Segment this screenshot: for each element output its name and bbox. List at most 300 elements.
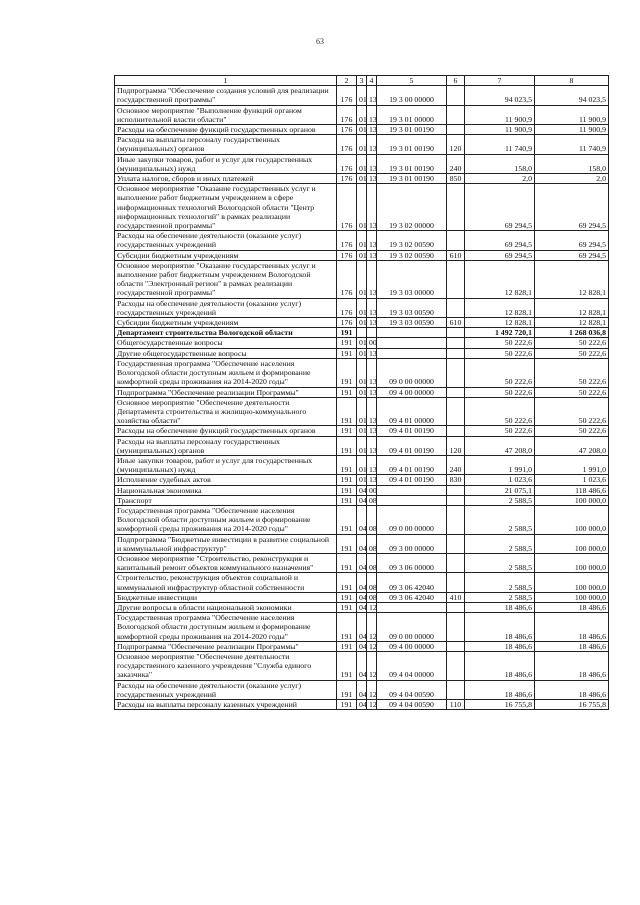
cell-gr: 176 [337,318,357,328]
cell-gr: 191 [337,613,357,642]
cell-year2: 69 294,5 [535,231,609,250]
cell-cs: 09 4 00 00000 [377,387,447,397]
cell-name: Государственная программа "Обеспечение населения Вологодской области доступным жильем и формирование комфортной среды проживания на 2014-2020 годы" [115,505,337,534]
cell-cs: 09 4 01 00190 [377,455,447,474]
cell-rz: 01 [357,174,367,184]
cell-cs: 09 3 06 42040 [377,573,447,592]
cell-year2: 50 222,6 [535,387,609,397]
table-row [115,573,609,592]
cell-year2: 69 294,5 [535,184,609,231]
cell-year2: 100 000,0 [535,505,609,534]
cell-cs [377,348,447,358]
cell-year2: 100 000,0 [535,553,609,572]
table-row [115,348,609,358]
table-row [115,651,609,680]
header-cell-vr: 6 [447,76,465,86]
cell-cs [377,338,447,348]
cell-rz: 01 [357,86,367,105]
cell-gr: 191 [337,397,357,426]
cell-rz: 04 [357,613,367,642]
cell-cs: 09 4 01 00190 [377,475,447,485]
cell-pr: 12 [367,680,377,699]
cell-vr [447,505,465,534]
cell-name: Уплата налогов, сборов и иных платежей [115,174,337,184]
cell-vr [447,641,465,651]
header-cell-rz: 3 [357,76,367,86]
cell-pr: 12 [367,700,377,710]
cell-year2: 18 486,6 [535,613,609,642]
cell-rz: 01 [357,348,367,358]
table-row [115,387,609,397]
cell-year1: 16 755,8 [465,700,535,710]
cell-vr [447,125,465,135]
cell-cs: 09 3 00 00000 [377,534,447,553]
cell-vr [447,231,465,250]
header-cell-gr: 2 [337,76,357,86]
table-row [115,485,609,495]
cell-cs [377,495,447,505]
table-row [115,592,609,602]
cell-year2: 69 294,5 [535,250,609,260]
cell-rz: 01 [357,184,367,231]
cell-pr: 13 [367,231,377,250]
cell-rz: 01 [357,105,367,124]
cell-vr [447,328,465,338]
header-cell-year1: 7 [465,76,535,86]
cell-pr: 13 [367,298,377,317]
cell-name: Расходы на обеспечение деятельности (оказание услуг) государственных учреждений [115,680,337,699]
table-row [115,553,609,572]
cell-year2: 50 222,6 [535,397,609,426]
cell-name: Строительство, реконструкция объектов социальной и коммунальной инфраструктур областной собственности [115,573,337,592]
cell-gr: 191 [337,495,357,505]
cell-year2: 18 486,6 [535,680,609,699]
cell-year2: 118 486,6 [535,485,609,495]
table-row [115,426,609,436]
cell-rz: 01 [357,154,367,173]
cell-gr: 191 [337,641,357,651]
cell-rz [357,328,367,338]
header-row [115,76,609,86]
table-row [115,135,609,154]
cell-year1: 11 900,9 [465,125,535,135]
cell-vr [447,338,465,348]
cell-year2: 11 740,9 [535,135,609,154]
cell-gr: 191 [337,602,357,612]
cell-gr: 191 [337,426,357,436]
cell-rz: 01 [357,260,367,298]
cell-year2: 94 023,5 [535,86,609,105]
cell-name: Расходы на выплаты персоналу государственных (муниципальных) органов [115,436,337,455]
cell-vr [447,534,465,553]
cell-vr [447,426,465,436]
cell-year2: 158,0 [535,154,609,173]
cell-year1: 18 486,6 [465,651,535,680]
table-row [115,436,609,455]
cell-name: Расходы на выплаты персоналу государственных (муниципальных) органов [115,135,337,154]
cell-rz: 04 [357,573,367,592]
cell-vr [447,613,465,642]
cell-cs: 19 3 03 00000 [377,260,447,298]
cell-year1: 2,0 [465,174,535,184]
cell-cs: 09 3 06 42040 [377,592,447,602]
cell-gr: 191 [337,505,357,534]
cell-pr: 13 [367,397,377,426]
cell-cs: 09 3 06 00000 [377,553,447,572]
cell-pr: 13 [367,387,377,397]
cell-name: Расходы на выплаты персоналу казенных учреждений [115,700,337,710]
cell-year1: 18 486,6 [465,641,535,651]
table-row [115,174,609,184]
cell-year1: 12 828,1 [465,260,535,298]
cell-cs: 19 3 03 00590 [377,318,447,328]
page-number: 63 [316,37,324,46]
cell-vr [447,397,465,426]
cell-name: Иные закупки товаров, работ и услуг для государственных (муниципальных) нужд [115,154,337,173]
cell-name: Расходы на обеспечение функций государственных органов [115,125,337,135]
cell-vr [447,387,465,397]
cell-gr: 191 [337,534,357,553]
cell-year1: 2 588,5 [465,573,535,592]
cell-name: Расходы на обеспечение функций государственных органов [115,426,337,436]
cell-rz: 04 [357,495,367,505]
cell-year1: 50 222,6 [465,397,535,426]
cell-gr: 191 [337,436,357,455]
cell-vr [447,651,465,680]
cell-year1: 18 486,6 [465,602,535,612]
cell-name: Подпрограмма "Обеспечение реализации Программы" [115,387,337,397]
cell-vr [447,680,465,699]
cell-name: Подпрограмма "Обеспечение реализации Программы" [115,641,337,651]
table-row [115,455,609,474]
cell-name: Национальная экономика [115,485,337,495]
header-cell-year2: 8 [535,76,609,86]
header-cell-pr: 4 [367,76,377,86]
cell-rz: 01 [357,125,367,135]
cell-rz: 01 [357,318,367,328]
cell-vr: 240 [447,154,465,173]
cell-rz: 04 [357,700,367,710]
cell-year2: 100 000,0 [535,495,609,505]
cell-name: Государственная программа "Обеспечение населения Вологодской области доступным жильем и формирование комфортной среды проживания на 2014-2020 годы" [115,358,337,387]
cell-year1: 12 828,1 [465,298,535,317]
cell-name: Транспорт [115,495,337,505]
cell-name: Основное мероприятие "Обеспечение деятельности Департамента строительства и жилищно-коммунального хозяйства области" [115,397,337,426]
cell-rz: 04 [357,651,367,680]
cell-gr: 191 [337,338,357,348]
cell-gr: 191 [337,358,357,387]
cell-vr: 610 [447,318,465,328]
cell-year1: 1 023,6 [465,475,535,485]
cell-name: Другие общегосударственные вопросы [115,348,337,358]
cell-gr: 176 [337,184,357,231]
cell-year2: 18 486,6 [535,602,609,612]
cell-gr: 176 [337,174,357,184]
cell-pr [367,328,377,338]
cell-name: Основное мероприятие "Строительство, реконструкция и капитальный ремонт объектов коммунального назначения" [115,553,337,572]
cell-cs: 19 3 01 00190 [377,174,447,184]
table-row [115,700,609,710]
cell-vr: 110 [447,700,465,710]
cell-year2: 11 900,9 [535,125,609,135]
cell-vr [447,485,465,495]
cell-vr [447,298,465,317]
cell-gr: 191 [337,553,357,572]
cell-rz: 01 [357,455,367,474]
cell-rz: 04 [357,680,367,699]
cell-pr: 13 [367,154,377,173]
cell-year1: 12 828,1 [465,318,535,328]
cell-cs: 19 3 02 00000 [377,184,447,231]
table-row [115,125,609,135]
cell-cs: 19 3 01 00190 [377,154,447,173]
cell-year2: 18 486,6 [535,641,609,651]
cell-vr [447,495,465,505]
cell-gr: 176 [337,125,357,135]
cell-year1: 50 222,6 [465,426,535,436]
cell-pr: 12 [367,613,377,642]
cell-rz: 04 [357,485,367,495]
cell-year2: 11 900,9 [535,105,609,124]
cell-year1: 94 023,5 [465,86,535,105]
cell-gr: 191 [337,573,357,592]
cell-pr: 13 [367,174,377,184]
cell-pr: 00 [367,338,377,348]
cell-rz: 01 [357,387,367,397]
table-row [115,358,609,387]
cell-rz: 04 [357,592,367,602]
cell-year1: 50 222,6 [465,358,535,387]
cell-cs: 19 3 03 00590 [377,298,447,317]
cell-year2: 100 000,0 [535,592,609,602]
cell-vr [447,573,465,592]
cell-gr: 176 [337,231,357,250]
table-row [115,641,609,651]
header-cell-cs: 5 [377,76,447,86]
cell-gr: 191 [337,387,357,397]
cell-year2: 50 222,6 [535,338,609,348]
cell-rz: 01 [357,426,367,436]
cell-pr: 13 [367,105,377,124]
table-row [115,318,609,328]
cell-rz: 04 [357,534,367,553]
cell-year2: 50 222,6 [535,348,609,358]
table-body [115,86,609,710]
cell-vr [447,553,465,572]
cell-gr: 191 [337,475,357,485]
cell-name: Основное мероприятие "Оказание государственных услуг и выполнение работ бюджетным учреждением Вологодской области "Электронный регион" в рамках реализации государственной программы" [115,260,337,298]
table-row [115,298,609,317]
cell-gr: 176 [337,154,357,173]
cell-pr: 08 [367,592,377,602]
cell-vr: 610 [447,250,465,260]
cell-year2: 50 222,6 [535,358,609,387]
cell-cs: 09 4 01 00000 [377,397,447,426]
cell-year2: 12 828,1 [535,260,609,298]
cell-gr: 191 [337,700,357,710]
table-row [115,86,609,105]
table-row [115,328,609,338]
cell-rz: 01 [357,135,367,154]
cell-year1: 158,0 [465,154,535,173]
cell-gr: 176 [337,298,357,317]
cell-vr: 830 [447,475,465,485]
cell-vr [447,260,465,298]
cell-pr: 12 [367,602,377,612]
cell-name: Расходы на обеспечение деятельности (оказание услуг) государственных учреждений [115,231,337,250]
cell-pr: 08 [367,495,377,505]
cell-cs: 09 4 00 00000 [377,641,447,651]
cell-cs: 19 3 01 00190 [377,125,447,135]
cell-pr: 13 [367,125,377,135]
cell-name: Субсидии бюджетным учреждениям [115,250,337,260]
table-row [115,250,609,260]
table-row [115,495,609,505]
cell-vr [447,86,465,105]
cell-pr: 12 [367,651,377,680]
cell-rz: 04 [357,553,367,572]
cell-gr: 176 [337,105,357,124]
cell-gr: 176 [337,86,357,105]
cell-gr: 191 [337,328,357,338]
cell-cs: 09 0 00 00000 [377,613,447,642]
cell-vr: 120 [447,436,465,455]
cell-year1: 21 075,1 [465,485,535,495]
cell-year1: 2 588,5 [465,505,535,534]
cell-rz: 04 [357,641,367,651]
cell-year2: 100 000,0 [535,534,609,553]
cell-pr: 13 [367,455,377,474]
table-row [115,184,609,231]
cell-year1: 1 991,0 [465,455,535,474]
cell-cs: 09 0 00 00000 [377,505,447,534]
budget-table [114,75,609,710]
cell-pr: 13 [367,135,377,154]
cell-cs: 09 4 04 00000 [377,651,447,680]
cell-cs: 19 3 01 00000 [377,105,447,124]
table-row [115,397,609,426]
cell-pr: 13 [367,318,377,328]
cell-year2: 50 222,6 [535,426,609,436]
cell-name: Бюджетные инвестиции [115,592,337,602]
cell-name: Общегосударственные вопросы [115,338,337,348]
cell-year1: 2 588,5 [465,592,535,602]
cell-year2: 1 023,6 [535,475,609,485]
cell-rz: 04 [357,505,367,534]
cell-vr: 850 [447,174,465,184]
cell-pr: 08 [367,573,377,592]
cell-year1: 50 222,6 [465,387,535,397]
cell-year1: 2 588,5 [465,534,535,553]
cell-year2: 100 000,0 [535,573,609,592]
cell-vr [447,358,465,387]
cell-name: Расходы на обеспечение деятельности (оказание услуг) государственных учреждений [115,298,337,317]
cell-rz: 01 [357,436,367,455]
cell-gr: 191 [337,592,357,602]
cell-rz: 01 [357,298,367,317]
cell-year1: 18 486,6 [465,680,535,699]
cell-year2: 16 755,8 [535,700,609,710]
cell-year1: 69 294,5 [465,250,535,260]
cell-year1: 50 222,6 [465,338,535,348]
cell-name: Исполнение судебных актов [115,475,337,485]
cell-vr [447,184,465,231]
table-row [115,602,609,612]
cell-pr: 13 [367,358,377,387]
cell-vr [447,348,465,358]
cell-name: Иные закупки товаров, работ и услуг для государственных (муниципальных) нужд [115,455,337,474]
cell-pr: 13 [367,475,377,485]
cell-rz: 01 [357,250,367,260]
cell-rz: 01 [357,397,367,426]
cell-pr: 13 [367,436,377,455]
table-row [115,680,609,699]
cell-name: Другие вопросы в области национальной экономики [115,602,337,612]
cell-vr [447,105,465,124]
table-row [115,338,609,348]
table-row [115,260,609,298]
cell-pr: 12 [367,641,377,651]
cell-year2: 2,0 [535,174,609,184]
cell-cs: 09 4 04 00590 [377,680,447,699]
cell-gr: 191 [337,651,357,680]
cell-cs: 19 3 02 00590 [377,250,447,260]
cell-year2: 47 208,0 [535,436,609,455]
table-row [115,505,609,534]
cell-pr: 08 [367,534,377,553]
cell-pr: 13 [367,86,377,105]
cell-cs: 09 0 00 00000 [377,358,447,387]
cell-rz: 04 [357,602,367,612]
cell-cs [377,328,447,338]
cell-year1: 69 294,5 [465,231,535,250]
cell-year2: 12 828,1 [535,318,609,328]
cell-name: Государственная программа "Обеспечение населения Вологодской области доступным жильем и формирование комфортной среды проживания на 2014-2020 годы" [115,613,337,642]
cell-year2: 1 991,0 [535,455,609,474]
table-row [115,154,609,173]
cell-gr: 176 [337,250,357,260]
cell-gr: 191 [337,680,357,699]
cell-pr: 08 [367,553,377,572]
cell-year1: 1 492 720,1 [465,328,535,338]
cell-cs: 19 3 00 00000 [377,86,447,105]
cell-rz: 01 [357,475,367,485]
cell-cs: 09 4 01 00190 [377,426,447,436]
cell-year1: 2 588,5 [465,495,535,505]
cell-cs: 19 3 02 00590 [377,231,447,250]
cell-name: Департамент строительства Вологодской области [115,328,337,338]
table-row [115,105,609,124]
cell-gr: 176 [337,135,357,154]
cell-pr: 13 [367,260,377,298]
cell-year2: 18 486,6 [535,651,609,680]
cell-vr: 240 [447,455,465,474]
cell-name: Субсидии бюджетным учреждениям [115,318,337,328]
cell-pr: 13 [367,348,377,358]
cell-cs [377,485,447,495]
cell-cs: 09 4 04 00590 [377,700,447,710]
cell-rz: 01 [357,358,367,387]
cell-gr: 191 [337,348,357,358]
cell-pr: 13 [367,426,377,436]
cell-name: Основное мероприятие "Оказание государственных услуг и выполнение работ бюджетным учреждением в сфере информационных технологий Вологодской области "Центр информационных технологий" в рамках реализации государственной программы" [115,184,337,231]
cell-name: Подпрограмма "Обеспечение создания условий для реализации государственной программы" [115,86,337,105]
cell-vr [447,602,465,612]
cell-cs: 19 3 01 00190 [377,135,447,154]
table-row [115,475,609,485]
cell-gr: 191 [337,485,357,495]
header-cell-name: 1 [115,76,337,86]
